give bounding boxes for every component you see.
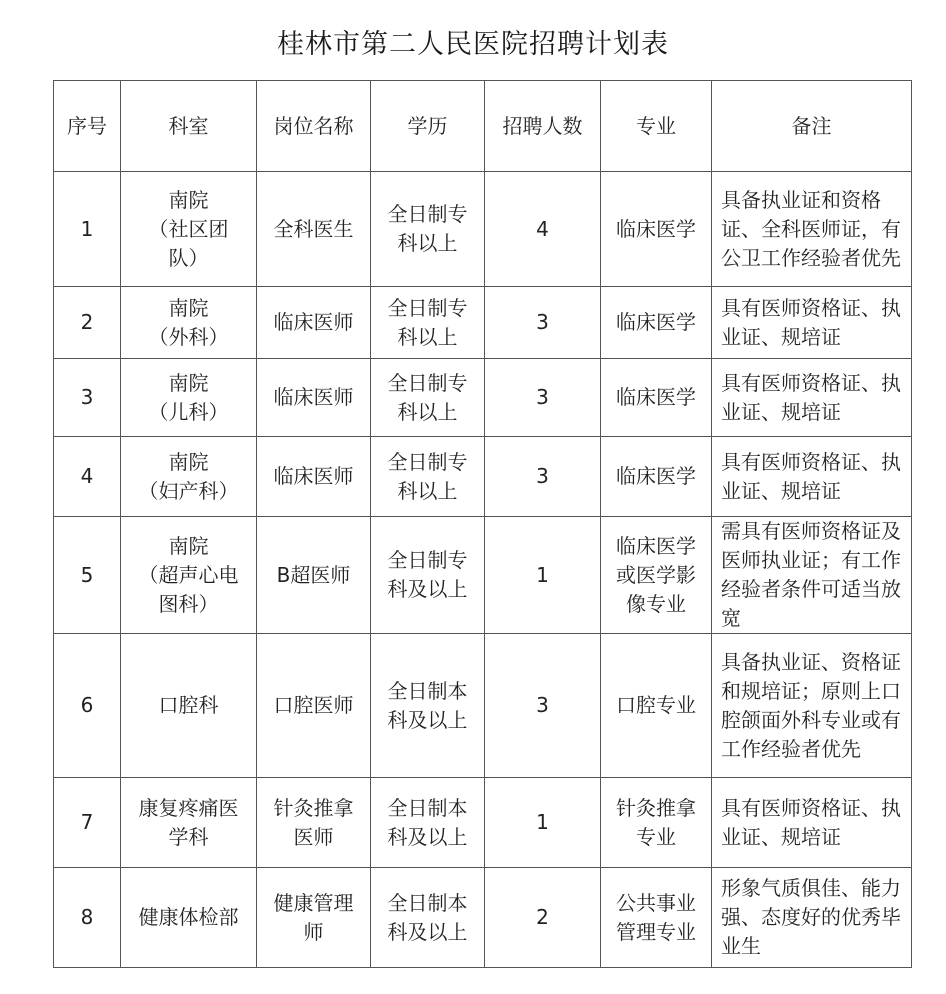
cell-note xyxy=(712,437,912,517)
cell-count-text: 3 xyxy=(536,385,549,409)
cell-no xyxy=(54,868,121,968)
cell-note xyxy=(712,359,912,437)
table-header-row xyxy=(54,81,912,172)
cell-post-text: 全科医生 xyxy=(273,216,354,241)
cell-no xyxy=(54,172,121,287)
cell-dept-text: 南院 （妇产科） xyxy=(138,449,239,503)
cell-major xyxy=(601,359,712,437)
cell-note xyxy=(712,517,912,634)
page-title: 桂林市第二人民医院招聘计划表 xyxy=(277,29,669,60)
cell-count xyxy=(485,634,601,778)
cell-count xyxy=(485,868,601,968)
cell-note-text: 具备执业证、资格证和规培证；原则上口腔颌面外科专业或有工作经验者优先 xyxy=(721,649,901,761)
cell-dept xyxy=(121,634,257,778)
header-major: 专业 xyxy=(601,81,712,172)
cell-no-text: 5 xyxy=(80,562,94,587)
cell-major xyxy=(601,437,712,517)
cell-major xyxy=(601,517,712,634)
cell-post-text: 健康管理 师 xyxy=(273,890,354,944)
table-row xyxy=(54,517,912,634)
cell-no xyxy=(54,359,121,437)
cell-post-text: B超医师 xyxy=(276,562,351,587)
cell-edu xyxy=(371,778,485,868)
cell-post xyxy=(257,868,371,968)
cell-major-text: 公共事业 管理专业 xyxy=(616,890,696,944)
cell-note-text: 具有医师资格证、执业证、规培证 xyxy=(721,295,901,349)
cell-edu xyxy=(371,634,485,778)
cell-count xyxy=(485,287,601,359)
cell-edu-text: 全日制专 科以上 xyxy=(387,295,468,349)
cell-count xyxy=(485,778,601,868)
cell-note-text: 具有医师资格证、执业证、规培证 xyxy=(721,370,901,424)
cell-post-text: 口腔医师 xyxy=(273,693,354,717)
cell-post-text: 针灸推拿 医师 xyxy=(273,795,354,849)
cell-dept-text: 南院 （外科） xyxy=(148,295,229,349)
cell-edu-text: 全日制本 科及以上 xyxy=(387,678,468,732)
cell-note xyxy=(712,634,912,778)
cell-no xyxy=(54,778,121,868)
cell-edu xyxy=(371,287,485,359)
cell-major-text: 临床医学 或医学影 像专业 xyxy=(616,533,696,616)
cell-dept-text: 康复疼痛医 学科 xyxy=(138,795,239,849)
header-no: 序号 xyxy=(54,81,121,172)
cell-major-text: 临床医学 xyxy=(616,310,696,334)
cell-note-text: 需具有医师资格证及医师执业证；有工作经验者条件可适当放宽 xyxy=(721,519,901,630)
cell-post-text: 临床医师 xyxy=(273,464,354,488)
cell-post xyxy=(257,287,371,359)
cell-edu-text: 全日制专 科以上 xyxy=(387,370,468,424)
cell-no-text: 8 xyxy=(80,905,94,929)
table-row xyxy=(54,172,912,287)
cell-major xyxy=(601,172,712,287)
cell-count-text: 3 xyxy=(536,464,549,488)
cell-note xyxy=(712,778,912,868)
cell-dept-text: 南院 （社区团 队） xyxy=(148,187,229,270)
cell-count-text: 2 xyxy=(536,905,549,929)
cell-edu-text: 全日制专 科及以上 xyxy=(387,548,468,601)
cell-count-text: 1 xyxy=(536,810,549,834)
cell-note-text: 具有医师资格证、执业证、规培证 xyxy=(721,795,901,849)
cell-major xyxy=(601,634,712,778)
cell-no xyxy=(54,287,121,359)
cell-dept-text: 南院 （超声心电 图科） xyxy=(138,533,239,616)
cell-dept xyxy=(121,437,257,517)
cell-no-text: 1 xyxy=(80,216,94,241)
cell-no xyxy=(54,634,121,778)
cell-no-text: 3 xyxy=(80,385,94,409)
cell-no xyxy=(54,517,121,634)
cell-dept xyxy=(121,778,257,868)
header-edu: 学历 xyxy=(371,81,485,172)
cell-note-text: 形象气质俱佳、能力强、态度好的优秀毕业生 xyxy=(721,876,901,958)
cell-count-text: 3 xyxy=(536,693,549,717)
cell-edu xyxy=(371,868,485,968)
cell-post-text: 临床医师 xyxy=(273,385,354,409)
cell-count xyxy=(485,172,601,287)
cell-no-text: 7 xyxy=(80,810,94,834)
cell-major-text: 口腔专业 xyxy=(616,693,696,717)
table-row xyxy=(54,359,912,437)
header-note: 备注 xyxy=(712,81,912,172)
cell-major-text: 针灸推拿 专业 xyxy=(616,795,696,849)
cell-note xyxy=(712,287,912,359)
header-post: 岗位名称 xyxy=(257,81,371,172)
cell-dept xyxy=(121,287,257,359)
cell-count xyxy=(485,359,601,437)
cell-count xyxy=(485,437,601,517)
cell-edu xyxy=(371,359,485,437)
cell-post xyxy=(257,634,371,778)
table-row xyxy=(54,868,912,968)
cell-major-text: 临床医学 xyxy=(616,385,696,409)
cell-edu-text: 全日制本 科及以上 xyxy=(387,890,468,944)
table-row xyxy=(54,634,912,778)
cell-no-text: 4 xyxy=(80,464,94,488)
cell-note xyxy=(712,172,912,287)
cell-edu xyxy=(371,517,485,634)
cell-no-text: 2 xyxy=(80,310,94,334)
cell-edu xyxy=(371,172,485,287)
cell-count-text: 1 xyxy=(536,562,549,587)
cell-post xyxy=(257,359,371,437)
table-row xyxy=(54,287,912,359)
cell-post-text: 临床医师 xyxy=(273,310,354,334)
cell-major xyxy=(601,868,712,968)
cell-dept-text: 健康体检部 xyxy=(138,905,239,929)
cell-no-text: 6 xyxy=(80,693,94,717)
cell-note xyxy=(712,868,912,968)
table-row xyxy=(54,437,912,517)
cell-dept xyxy=(121,172,257,287)
cell-dept xyxy=(121,517,257,634)
cell-post xyxy=(257,437,371,517)
cell-dept-text: 南院 （儿科） xyxy=(148,370,229,424)
cell-note-text: 具有医师资格证、执业证、规培证 xyxy=(721,449,901,503)
cell-count-text: 3 xyxy=(536,310,549,334)
cell-edu-text: 全日制专 科以上 xyxy=(387,449,468,503)
cell-count xyxy=(485,517,601,634)
header-count: 招聘人数 xyxy=(485,81,601,172)
cell-edu-text: 全日制本 科及以上 xyxy=(387,795,468,849)
cell-major xyxy=(601,287,712,359)
cell-post xyxy=(257,517,371,634)
cell-note-text: 具备执业证和资格证、全科医师证，有公卫工作经验者优先 xyxy=(721,187,901,270)
cell-no xyxy=(54,437,121,517)
cell-post xyxy=(257,778,371,868)
cell-major-text: 临床医学 xyxy=(616,216,696,241)
table-row xyxy=(54,778,912,868)
cell-dept xyxy=(121,868,257,968)
cell-major-text: 临床医学 xyxy=(616,464,696,488)
cell-edu xyxy=(371,437,485,517)
recruitment-plan-table xyxy=(53,80,912,968)
cell-major xyxy=(601,778,712,868)
cell-edu-text: 全日制专 科以上 xyxy=(387,202,468,255)
cell-dept xyxy=(121,359,257,437)
header-dept: 科室 xyxy=(121,81,257,172)
cell-dept-text: 口腔科 xyxy=(158,693,219,717)
cell-post xyxy=(257,172,371,287)
cell-count-text: 4 xyxy=(536,216,549,241)
